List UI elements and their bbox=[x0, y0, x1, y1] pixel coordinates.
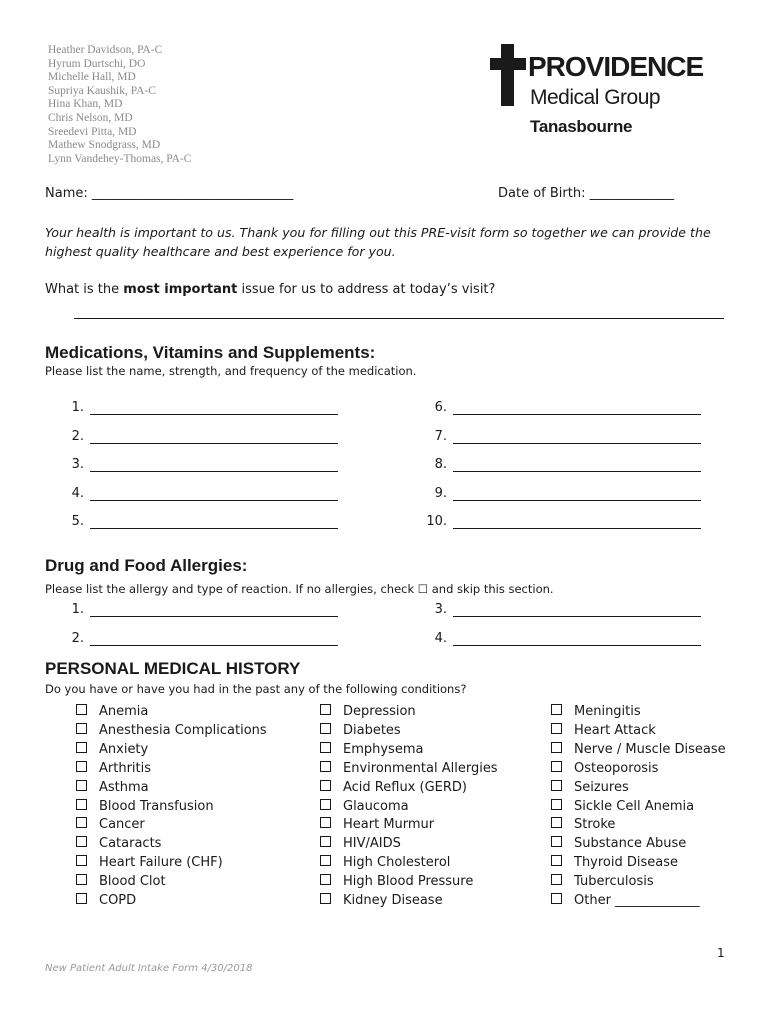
condition-label: Meningitis bbox=[574, 704, 641, 719]
condition-item[interactable] bbox=[320, 893, 443, 911]
condition-label: Anemia bbox=[99, 704, 149, 719]
logo-name: PROVIDENCE bbox=[528, 51, 704, 82]
condition-item[interactable] bbox=[320, 817, 434, 835]
provider-name: Sreedevi Pitta, MD bbox=[48, 125, 137, 138]
allergies-title: Drug and Food Allergies: bbox=[45, 556, 248, 575]
provider-name: Chris Nelson, MD bbox=[48, 111, 133, 124]
condition-item[interactable] bbox=[320, 761, 498, 779]
logo-line2: Tanasbourne bbox=[530, 117, 633, 136]
condition-label: HIV/AIDS bbox=[343, 836, 401, 852]
condition-label: Blood Clot bbox=[99, 874, 166, 890]
important-pre: What is the bbox=[45, 282, 124, 297]
entry-number: 3. bbox=[434, 602, 447, 617]
condition-item[interactable] bbox=[76, 761, 151, 779]
checkbox-icon[interactable] bbox=[76, 855, 87, 866]
condition-label: Nerve / Muscle Disease bbox=[574, 741, 726, 757]
condition-label: Thyroid Disease bbox=[574, 855, 679, 871]
provider-name: Supriya Kaushik, PA-C bbox=[48, 84, 156, 97]
provider-list bbox=[48, 44, 191, 166]
condition-label: Other _____________ bbox=[574, 893, 700, 908]
condition-label: High Cholesterol bbox=[343, 855, 451, 871]
condition-label: Depression bbox=[343, 704, 416, 719]
checkbox-icon[interactable] bbox=[76, 893, 87, 904]
condition-item[interactable] bbox=[320, 742, 423, 760]
checkbox-icon[interactable] bbox=[551, 780, 562, 791]
condition-item[interactable] bbox=[551, 817, 615, 835]
condition-item[interactable] bbox=[76, 855, 223, 873]
condition-label: COPD bbox=[99, 893, 137, 908]
provider-name: Heather Davidson, PA-C bbox=[48, 44, 163, 56]
entry-number: 6. bbox=[434, 400, 447, 415]
history-subtitle: Do you have or have you had in the past any of the following conditions? bbox=[45, 682, 467, 696]
condition-item[interactable] bbox=[76, 742, 148, 760]
checkbox-icon[interactable] bbox=[320, 836, 331, 847]
condition-label: Glaucoma bbox=[343, 798, 409, 814]
provider-name: Michelle Hall, MD bbox=[48, 71, 136, 84]
provider-name: Lynn Vandehey-Thomas, PA-C bbox=[48, 152, 192, 165]
condition-label: Asthma bbox=[99, 779, 149, 795]
condition-item[interactable] bbox=[551, 874, 654, 892]
intro-text: Your health is important to us. Thank you for filling out this PRE-visit form so together we can provide the highest quality healthcare and best experience for you. bbox=[45, 225, 711, 259]
entry-number: 1. bbox=[71, 400, 84, 415]
condition-label: Tuberculosis bbox=[574, 874, 654, 890]
checkbox-icon[interactable] bbox=[320, 723, 331, 734]
checkbox-icon[interactable] bbox=[551, 704, 562, 715]
condition-item[interactable] bbox=[320, 704, 416, 722]
checkbox-icon[interactable] bbox=[76, 704, 87, 715]
condition-label: Substance Abuse bbox=[574, 836, 687, 852]
condition-label: Anxiety bbox=[99, 741, 149, 757]
condition-label: Heart Failure (CHF) bbox=[99, 855, 223, 871]
entry-number: 5. bbox=[71, 514, 84, 529]
checkbox-icon[interactable] bbox=[551, 874, 562, 885]
checkbox-icon[interactable] bbox=[320, 893, 331, 904]
condition-item[interactable] bbox=[551, 836, 686, 854]
checkbox-icon[interactable] bbox=[76, 761, 87, 772]
condition-item[interactable] bbox=[551, 761, 658, 779]
name-field[interactable]: Name: _______________________________ bbox=[45, 186, 294, 201]
checkbox-icon[interactable] bbox=[551, 723, 562, 734]
checkbox-icon[interactable] bbox=[320, 855, 331, 866]
condition-label: Seizures bbox=[574, 779, 629, 795]
entry-number: 10. bbox=[426, 514, 447, 529]
condition-item[interactable] bbox=[320, 874, 473, 892]
condition-item[interactable] bbox=[76, 893, 136, 911]
condition-item[interactable] bbox=[551, 704, 641, 722]
checkbox-icon[interactable] bbox=[551, 742, 562, 753]
checkbox-icon[interactable] bbox=[76, 817, 87, 828]
condition-label: Sickle Cell Anemia bbox=[574, 798, 695, 814]
cross-icon bbox=[488, 44, 528, 106]
checkbox-icon[interactable] bbox=[551, 855, 562, 866]
condition-label: Anesthesia Complications bbox=[99, 722, 267, 738]
condition-item[interactable] bbox=[76, 799, 214, 817]
condition-label: Cancer bbox=[99, 817, 145, 833]
page-number: 1 bbox=[717, 946, 725, 960]
condition-label: Arthritis bbox=[99, 760, 152, 776]
provider-name: Mathew Snodgrass, MD bbox=[48, 139, 161, 152]
logo-line1: Medical Group bbox=[530, 86, 661, 109]
condition-label: Blood Transfusion bbox=[99, 798, 214, 814]
condition-label: Kidney Disease bbox=[343, 893, 443, 908]
entry-number: 2. bbox=[71, 429, 84, 444]
checkbox-icon[interactable] bbox=[551, 761, 562, 772]
condition-item[interactable] bbox=[551, 723, 656, 741]
checkbox-icon[interactable] bbox=[76, 799, 87, 810]
provider-name: Hina Khan, MD bbox=[48, 98, 123, 111]
condition-item[interactable] bbox=[320, 799, 409, 817]
checkbox-icon[interactable] bbox=[320, 799, 331, 810]
condition-label: Heart Murmur bbox=[343, 817, 435, 833]
condition-item[interactable] bbox=[551, 893, 700, 911]
checkbox-icon[interactable] bbox=[320, 780, 331, 791]
important-answer-line[interactable] bbox=[74, 318, 724, 319]
checkbox-icon[interactable] bbox=[76, 836, 87, 847]
footer-text: New Patient Adult Intake Form 4/30/2018 bbox=[45, 963, 253, 974]
checkbox-icon[interactable] bbox=[551, 817, 562, 828]
checkbox-icon[interactable] bbox=[76, 874, 87, 885]
condition-item[interactable] bbox=[76, 836, 161, 854]
condition-item[interactable] bbox=[320, 780, 467, 798]
condition-label: Emphysema bbox=[343, 741, 424, 757]
condition-item[interactable] bbox=[76, 780, 149, 798]
entry-number: 9. bbox=[434, 486, 447, 501]
entry-number: 2. bbox=[71, 631, 84, 646]
dob-field[interactable]: Date of Birth: _____________ bbox=[498, 186, 675, 201]
checkbox-icon[interactable] bbox=[551, 799, 562, 810]
condition-item[interactable] bbox=[551, 855, 678, 873]
condition-item[interactable] bbox=[551, 799, 694, 817]
condition-label: Acid Reflux (GERD) bbox=[343, 779, 467, 795]
entry-number: 3. bbox=[71, 457, 84, 472]
checkbox-icon[interactable] bbox=[76, 723, 87, 734]
entry-number: 7. bbox=[434, 429, 447, 444]
important-bold: most important bbox=[123, 282, 238, 297]
entry-number: 8. bbox=[434, 457, 447, 472]
condition-label: Stroke bbox=[574, 817, 616, 833]
condition-label: Osteoporosis bbox=[574, 760, 659, 776]
condition-item[interactable] bbox=[320, 836, 401, 854]
checkbox-icon[interactable] bbox=[320, 761, 331, 772]
condition-item[interactable] bbox=[320, 855, 450, 873]
medications-subtitle: Please list the name, strength, and frequency of the medication. bbox=[45, 364, 417, 378]
important-question bbox=[45, 282, 495, 297]
entry-number: 4. bbox=[434, 631, 447, 646]
condition-item[interactable] bbox=[551, 780, 629, 798]
checkbox-icon[interactable] bbox=[76, 742, 87, 753]
condition-item[interactable] bbox=[76, 817, 145, 835]
checkbox-icon[interactable] bbox=[76, 780, 87, 791]
entry-number: 1. bbox=[71, 602, 84, 617]
condition-item[interactable] bbox=[76, 704, 148, 722]
checkbox-icon[interactable] bbox=[320, 817, 331, 828]
providence-logo bbox=[488, 44, 704, 144]
history-title: PERSONAL MEDICAL HISTORY bbox=[45, 659, 301, 678]
condition-item[interactable] bbox=[320, 723, 401, 741]
condition-item[interactable] bbox=[76, 874, 166, 892]
checkbox-icon[interactable] bbox=[551, 893, 562, 904]
condition-label: Heart Attack bbox=[574, 722, 656, 738]
condition-item[interactable] bbox=[76, 723, 267, 741]
condition-label: Cataracts bbox=[99, 836, 162, 852]
checkbox-icon[interactable] bbox=[320, 874, 331, 885]
checkbox-icon[interactable] bbox=[320, 704, 331, 715]
condition-label: High Blood Pressure bbox=[343, 874, 474, 890]
allergies-subtitle: Please list the allergy and type of reaction. If no allergies, check ☐ and skip this section. bbox=[45, 582, 554, 596]
condition-label: Diabetes bbox=[343, 722, 401, 738]
checkbox-icon[interactable] bbox=[551, 836, 562, 847]
condition-label: Environmental Allergies bbox=[343, 760, 498, 776]
condition-item[interactable] bbox=[551, 742, 726, 760]
provider-name: Hyrum Durtschi, DO bbox=[48, 57, 146, 70]
checkbox-icon[interactable] bbox=[320, 742, 331, 753]
important-post: issue for us to address at today’s visit? bbox=[237, 282, 496, 297]
entry-number: 4. bbox=[71, 486, 84, 501]
medications-title: Medications, Vitamins and Supplements: bbox=[45, 343, 376, 362]
